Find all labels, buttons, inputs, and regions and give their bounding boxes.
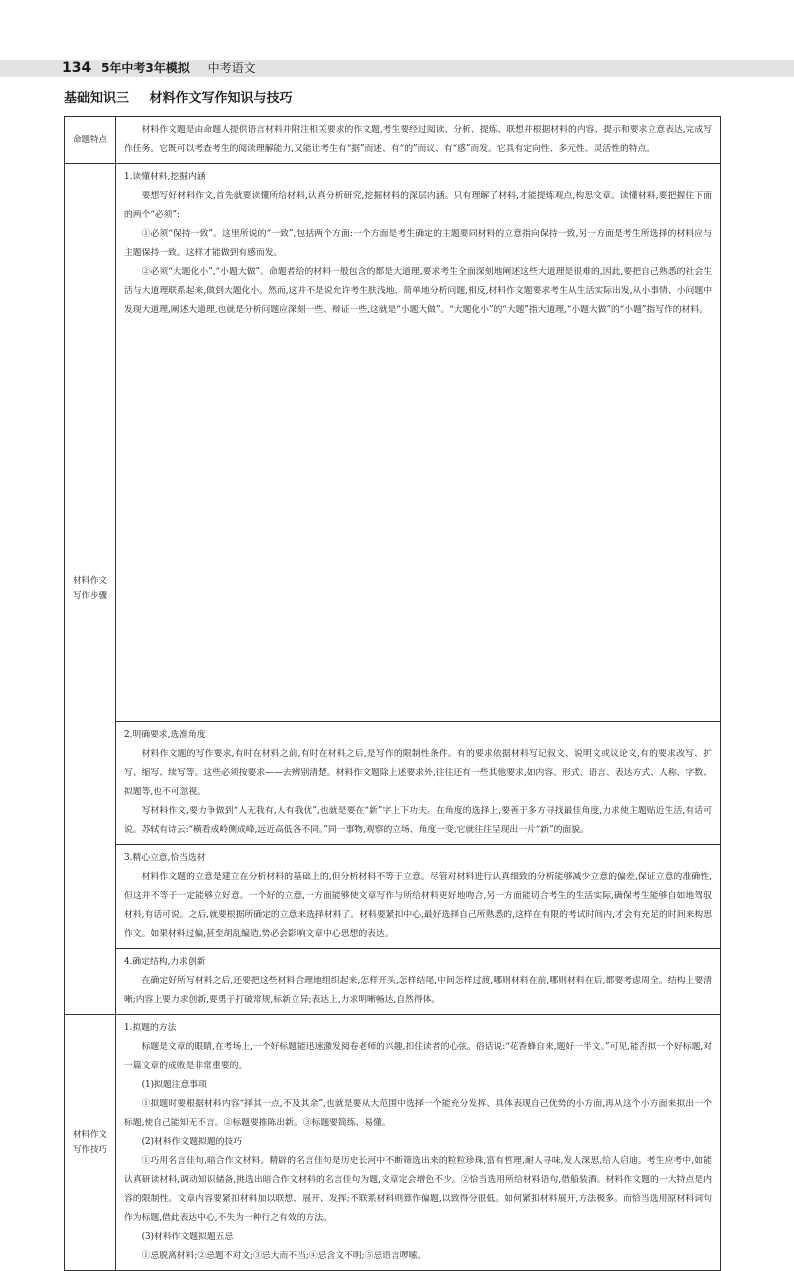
techniques-paragraph2: ①拟题时要根据材料内容“择其一点,不及其余”,也就是要从大范围中选择一个能充分发挥、具体表现自己优势的小方面,再从这个小方面来拟出一个标题,使自己能知无不言。②标题要推陈出新。③标题要简练、易懂。 bbox=[124, 1099, 712, 1128]
step1-heading: 1.读懂材料,挖掘内涵 bbox=[124, 172, 206, 182]
techniques-subheading1: (1)拟题注意事项 bbox=[141, 1080, 207, 1090]
step2-heading: 2.明确要求,选准角度 bbox=[124, 730, 206, 740]
category-label-line1: 材料作文 bbox=[72, 576, 107, 586]
running-header bbox=[62, 59, 256, 78]
table-row bbox=[65, 1015, 721, 1271]
techniques-paragraph3: ①巧用名言佳句,暗合作文材料。精辟的名言佳句是历史长河中不断筛选出来的粒粒珍珠,富有哲理,耐人寻味,发人深思,给人启迪。考生应考中,如能认真研读材料,调动知识储备,挑选出暗合作文材料的名言佳句为题,文章定会增色不少。②恰当选用所给材料语句,借船装酒。材料作文题的一大特点是内容的限制性。文章内容要紧扣材料加以联想、展开、发挥;不联系材料则算作偏题,以致得分很低。如何紧扣材料展开,方法极多。而恰当选用原材料词句作为标题,借此表达中心,不失为一种行之有效的方法。 bbox=[124, 1156, 712, 1223]
category-label-line2: 写作技巧 bbox=[72, 1144, 107, 1155]
step1-paragraph1: 要想写好材料作文,首先就要读懂所给材料,认真分析研究,挖掘材料的深层内涵。只有理解了材料,才能提炼观点,构思文章。读懂材料,要把握住下面的两个“必须”: bbox=[124, 191, 712, 220]
category-cell-features bbox=[65, 117, 116, 164]
category-cell-steps bbox=[65, 164, 116, 1015]
category-label-line1: 材料作文 bbox=[72, 1129, 107, 1140]
step3-paragraph1: 材料作文题的立意是建立在分析材料的基础上的,但分析材料不等于立意。尽管对材料进行认真细致的分析能够减少立意的偏差,保证立意的准确性,但这并不等于一定能够立好意。一个好的立意,一方面能够使文章写作与所给材料更好地吻合,另一方面能切合考生的生活实际,确保考生能够自如地驾驭材料,有话可说。之后,就要根据所确定的立意来选择材料了。材料要紧扣中心,最好选择自己所熟悉的,这样在有限的考试时间内,才会有充足的时间来构思作文。如果材料过偏,甚至胡乱编造,势必会影响文章中心思想的表达。 bbox=[124, 872, 712, 939]
category-cell-techniques bbox=[65, 1015, 116, 1271]
table-row bbox=[65, 722, 721, 845]
content-cell-step4 bbox=[116, 949, 721, 1015]
table-row bbox=[65, 164, 721, 722]
category-label-line2: 写作步骤 bbox=[72, 591, 107, 601]
step4-paragraph1: 在确定好所写材料之后,还要把这些材料合理地组织起来,怎样开头,怎样结尾,中间怎样过渡,哪则材料在前,哪则材料在后,都要考虑周全。结构上要清晰;内容上要力求创新,要勇于打破常规,标新立异;表达上,力求明晰畅达,自然得体。 bbox=[124, 976, 712, 1005]
content-cell-techniques bbox=[116, 1015, 721, 1271]
section-title bbox=[64, 90, 293, 108]
page-number: 134 bbox=[62, 60, 92, 76]
table-row bbox=[65, 845, 721, 949]
table-row bbox=[65, 949, 721, 1015]
step3-heading: 3.精心立意,恰当选材 bbox=[124, 853, 206, 863]
techniques-heading: 1.拟题的方法 bbox=[124, 1023, 177, 1033]
techniques-subheading2: (2)材料作文题拟题的技巧 bbox=[141, 1137, 243, 1147]
category-label: 命题特点 bbox=[72, 134, 107, 145]
content-cell-step2 bbox=[116, 722, 721, 845]
subject-label: 中考语文 bbox=[207, 61, 256, 75]
content-cell-step1 bbox=[116, 164, 721, 722]
techniques-paragraph1: 标题是文章的眼睛,在考场上,一个好标题能迅速激发阅卷老师的兴趣,扣住读者的心弦。俗话说:“花香蜂自来,题好一半文。”可见,能否拟一个好标题,对一篇文章的成败是非常重要的。 bbox=[124, 1042, 712, 1071]
techniques-paragraph4: ①忌脱离材料;②忌题不对文;③忌大而不当;④忌含文不明;⑤忌语言啰嗦。 bbox=[141, 1251, 427, 1261]
knowledge-table bbox=[64, 116, 721, 1271]
step1-paragraph2: ①必须“保持一致”。这里所说的“一致”,包括两个方面:一个方面是考生确定的主题要同材料的立意指向保持一致,另一方面是考生所选择的材料应与主题保持一致。这样才能做到有感而发。 bbox=[124, 229, 712, 258]
book-series: 5年中考3年模拟 bbox=[101, 61, 190, 75]
content-cell-step3 bbox=[116, 845, 721, 949]
section-heading: 材料作文写作知识与技巧 bbox=[149, 91, 293, 106]
step1-paragraph3: ②必须“大题化小”,“小题大做”。命题者给的材料一般包含的都是大道理,要求考生全面深刻地阐述这些大道理是很难的,因此,要把自己熟悉的社会生活与大道理联系起来,做到大题化小。然而,这并不是说允许考生肤浅地、简单地分析问题,相反,材料作文题要求考生从生活实际出发,从小事情、小问题中发现大道理,阐述大道理,也就是分析问题应深刻一些、辩证一些,这就是“小题大做”。“大题化小”的“大题”指大道理,“小题大做”的“小题”指写作的材料。 bbox=[124, 267, 712, 315]
step4-heading: 4.确定结构,力求创新 bbox=[124, 957, 206, 967]
step2-paragraph2: 写材料作文,要力争做到“人无我有,人有我优”,也就是要在“新”字上下功夫。在角度的选择上,要善于多方寻找最佳角度,力求使主题贴近生活,有话可说。苏轼有诗云:“横看成岭侧成峰,远近高低各不同。”同一事物,观察的立场、角度一变,它就往往呈现出一片“新”的面貌。 bbox=[124, 806, 712, 835]
techniques-subheading3: (3)材料作文题拟题五忌 bbox=[141, 1232, 234, 1242]
content-cell-features bbox=[116, 117, 721, 164]
table-row bbox=[65, 117, 721, 164]
step2-paragraph1: 材料作文题的写作要求,有时在材料之前,有时在材料之后,是写作的限制性条件。有的要求依据材料写记叙文、说明文或议论文,有的要求改写、扩写、缩写、续写等。这些必须按要求——去辨别清楚。材料作文题除上述要求外,往往还有一些其他要求,如内容、形式、语言、表达方式、人称、字数、拟题等,也不可忽视。 bbox=[124, 749, 712, 797]
section-label: 基础知识三 bbox=[64, 91, 130, 106]
features-text: 材料作文题是由命题人提供语言材料并附注相关要求的作文题,考生要经过阅读、分析、提炼、联想并根据材料的内容、提示和要求立意表达,完成写作任务。它既可以考查考生的阅读理解能力,又能让考生有“据”而述、有“的”而议、有“感”而发。它具有定向性、多元性、灵活性的特点。 bbox=[124, 125, 712, 154]
